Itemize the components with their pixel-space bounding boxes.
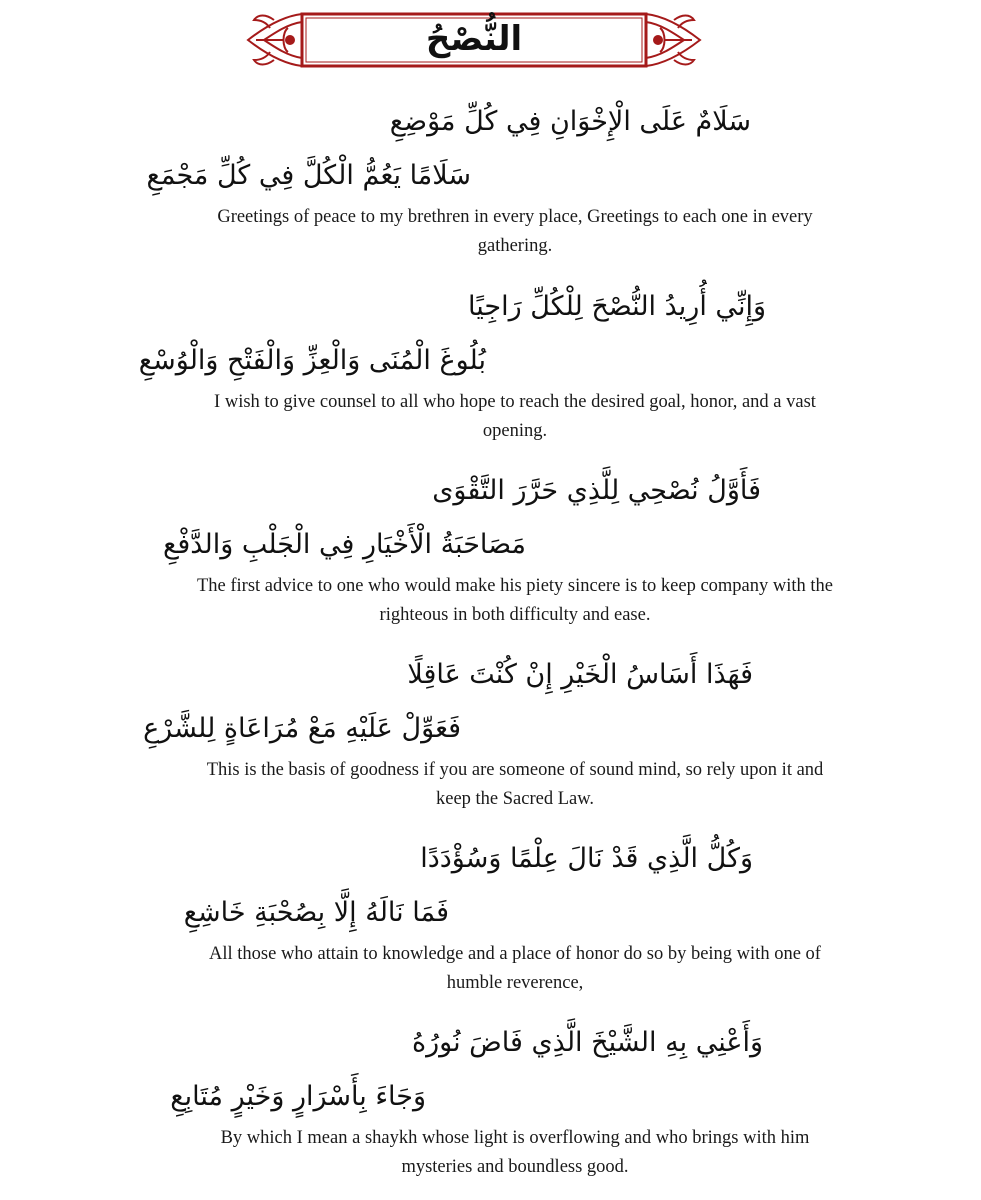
arabic-hemistich-1: سَلَامٌ عَلَى الْإِخْوَانِ فِي كُلِّ مَوْضِعِ [389,106,751,137]
english-translation: All those who attain to knowledge and a place of honor do so by being with one of humble reverence, [209,944,821,993]
arabic-hemistich-1: وَإِنِّي أُرِيدُ النُّصْحَ لِلْكُلِّ رَاجِيًا [468,291,766,322]
arabic-hemistich-2: بُلُوغَ الْمُنَى وَالْعِزِّ وَالْفَتْحِ وَالْوُسْعِ [138,345,486,376]
english-translation: I wish to give counsel to all who hope to reach the desired goal, honor, and a vast opening. [214,392,816,441]
arabic-hemistich-2: فَعَوِّلْ عَلَيْهِ مَعْ مُرَاعَاةٍ لِلشَّرْعِ [143,713,461,744]
arabic-hemistich-2: سَلَامًا يَعُمُّ الْكُلَّ فِي كُلِّ مَجْمَعِ [146,160,471,191]
arabic-hemistich-2: فَمَا نَالَهُ إِلَّا بِصُحْبَةِ خَاشِعِ [183,897,449,928]
english-translation: This is the basis of goodness if you are someone of sound mind, so rely upon it and keep the Sacred Law. [206,760,824,809]
arabic-hemistich-2: مَصَاحَبَةُ الْأَخْيَارِ فِي الْجَلْبِ وَالدَّفْعِ [163,529,526,560]
left-ornament-icon [248,14,302,66]
arabic-hemistich-1: وَكُلُّ الَّذِي قَدْ نَالَ عِلْمًا وَسُؤْدَدًا [420,843,753,874]
arabic-hemistich-2: وَجَاءَ بِأَسْرَارٍ وَخَيْرٍ مُتَابِعِ [170,1081,426,1112]
arabic-hemistich-1: وَأَعْنِي بِهِ الشَّيْخَ الَّذِي فَاضَ نُورُهُ [411,1027,763,1058]
right-ornament-icon [646,14,700,66]
english-translation: The first advice to one who would make his piety sincere is to keep company with the righteous in both difficulty and ease. [196,576,834,625]
title-banner [244,8,704,72]
page-title: النُّصْحُ [425,19,523,59]
arabic-hemistich-1: فَأَوَّلُ نُصْحِي لِلَّذِي حَرَّرَ التَّقْوَى [432,475,761,506]
english-translation: Greetings of peace to my brethren in every place, Greetings to each one in every gathering. [217,207,813,256]
arabic-hemistich-1: فَهَذَا أَسَاسُ الْخَيْرِ إِنْ كُنْتَ عَاقِلًا [407,659,753,690]
english-translation: By which I mean a shaykh whose light is overflowing and who brings with him mysteries and boundless good. [220,1128,810,1177]
